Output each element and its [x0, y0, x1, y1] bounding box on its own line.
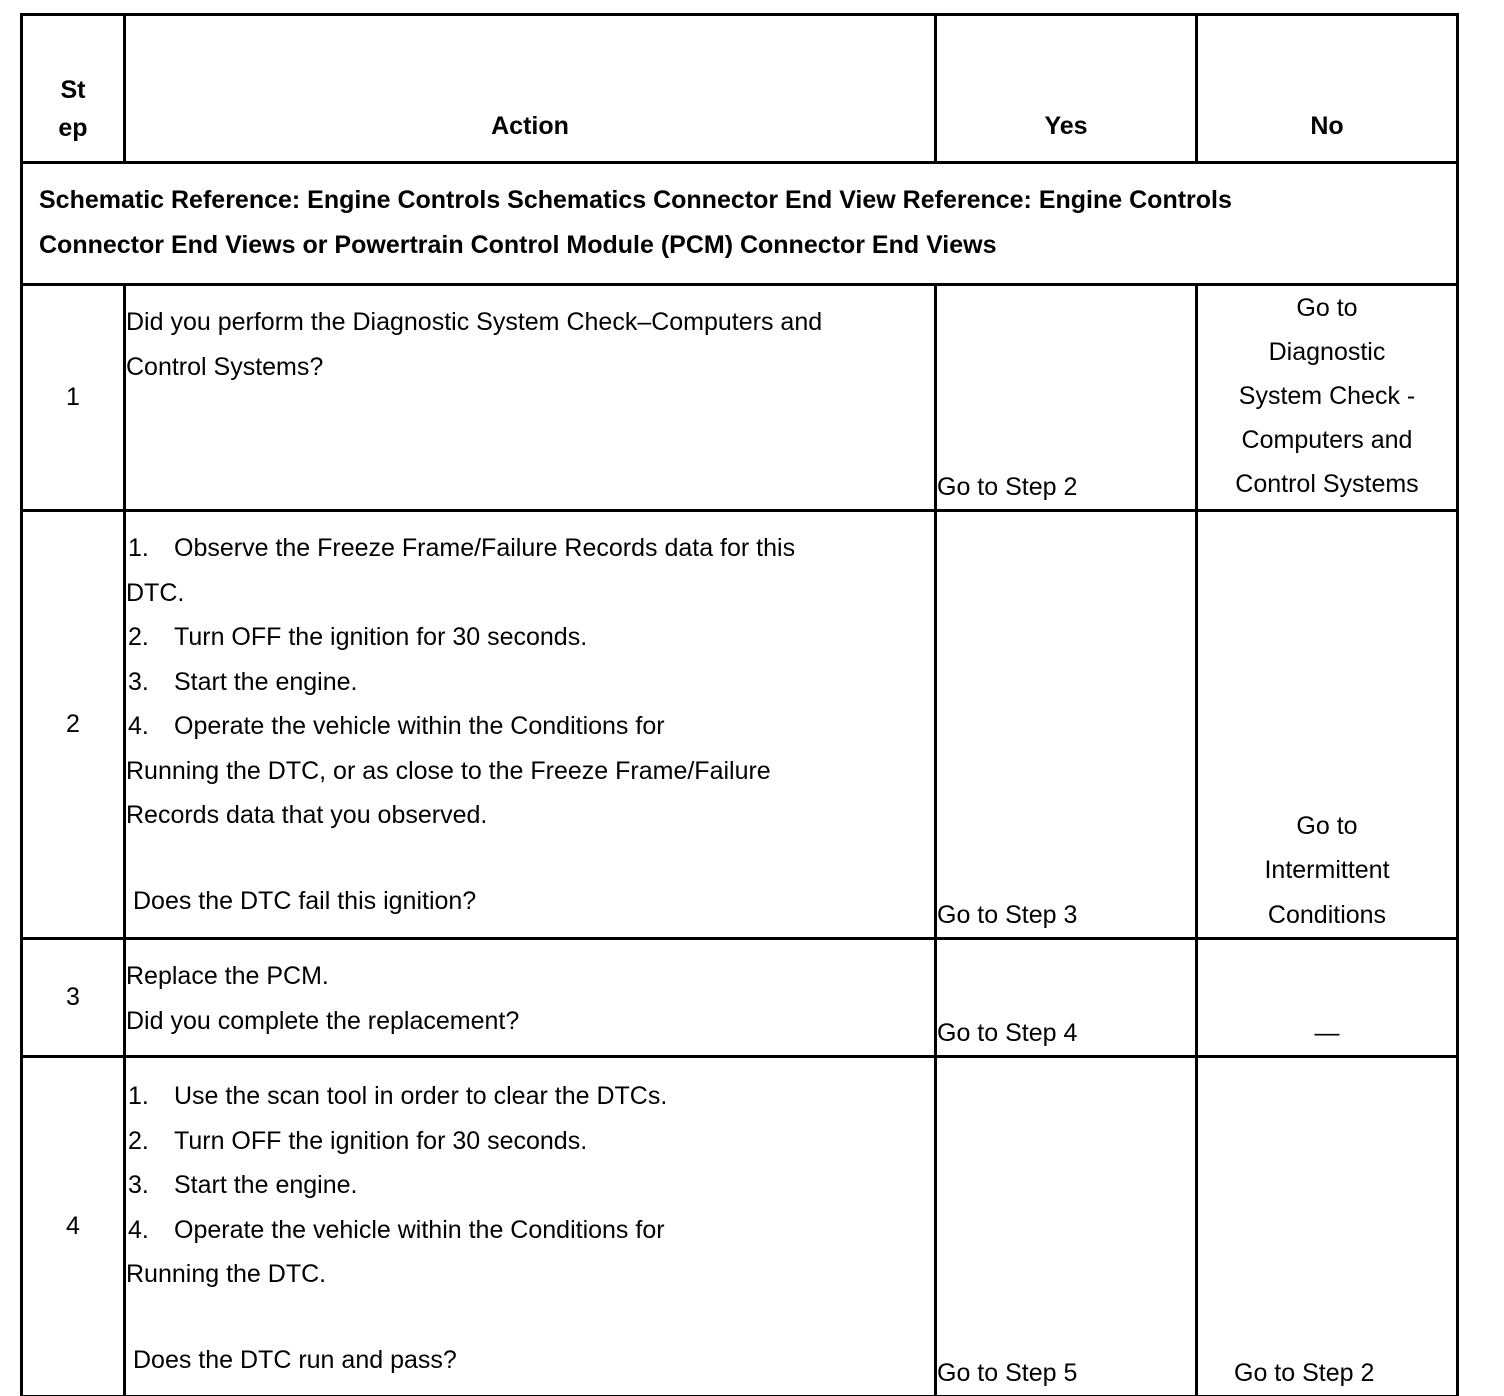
list-item: 1. Use the scan tool in order to clear the DTCs. [128, 1082, 668, 1110]
reference-line-2: Connector End Views or Powertrain Control Module (PCM) Connector End Views [39, 230, 997, 259]
step-number: 2 [22, 511, 125, 939]
no-line: Conditions [1267, 900, 1387, 929]
action-cell [125, 511, 936, 939]
step-number: 4 [22, 1057, 125, 1396]
header-step [22, 15, 125, 163]
question-text: Does the DTC fail this ignition? [133, 886, 477, 915]
action-cell [125, 1057, 936, 1396]
no-cell [1197, 285, 1458, 511]
list-item: 2. Turn OFF the ignition for 30 seconds. [128, 623, 588, 651]
table-row [22, 939, 1458, 1057]
yes-cell: Go to Step 2 [936, 285, 1197, 511]
reference-cell [22, 163, 1458, 285]
no-line: Control Systems [1235, 470, 1419, 498]
header-action: Action [125, 15, 936, 163]
no-line: System Check - [1238, 382, 1416, 410]
no-line: Intermittent [1264, 856, 1390, 884]
question-text: Does the DTC run and pass? [133, 1345, 457, 1374]
table-row [22, 285, 1458, 511]
no-cell: — [1197, 939, 1458, 1057]
yes-cell: Go to Step 5 [936, 1057, 1197, 1396]
list-item: Records data that you observed. [126, 801, 488, 829]
list-item: 2. Turn OFF the ignition for 30 seconds. [128, 1126, 588, 1155]
table-row [22, 1057, 1458, 1396]
diagnostic-table [20, 13, 1459, 1396]
action-cell [125, 285, 936, 511]
action-line: Replace the PCM. [126, 962, 329, 990]
no-cell: Go to Step 2 [1197, 1057, 1458, 1396]
step-number: 3 [22, 939, 125, 1057]
list-item: Running the DTC. [126, 1260, 327, 1288]
no-line: Computers and [1241, 426, 1413, 454]
header-step-line1: St [60, 76, 86, 104]
no-line: Diagnostic [1268, 338, 1386, 366]
list-item: 4. Operate the vehicle within the Conditions for [128, 1215, 665, 1244]
step-number: 1 [22, 285, 125, 511]
reference-line-1: Schematic Reference: Engine Controls Schematics Connector End View Reference: Engine Controls [39, 186, 1232, 214]
header-no: No [1197, 15, 1458, 163]
action-line: Did you perform the Diagnostic System Check–Computers and [126, 308, 823, 336]
no-cell [1197, 511, 1458, 939]
header-step-line2: ep [58, 114, 88, 142]
no-line: Go to [1296, 294, 1358, 322]
table-header-row [22, 15, 1458, 163]
yes-cell: Go to Step 4 [936, 939, 1197, 1057]
no-line: Go to [1296, 811, 1358, 840]
action-cell [125, 939, 936, 1057]
action-line: Did you complete the replacement? [126, 1006, 520, 1035]
table-row [22, 511, 1458, 939]
list-item: DTC. [126, 578, 185, 607]
list-item: 3. Start the engine. [128, 667, 358, 696]
reference-row [22, 163, 1458, 285]
action-line: Control Systems? [126, 352, 324, 381]
list-item: 1. Observe the Freeze Frame/Failure Records data for this [128, 534, 796, 562]
yes-cell: Go to Step 3 [936, 511, 1197, 939]
list-item: 3. Start the engine. [128, 1171, 358, 1199]
list-item: 4. Operate the vehicle within the Conditions for [128, 712, 665, 740]
header-yes: Yes [936, 15, 1197, 163]
list-item: Running the DTC, or as close to the Freeze Frame/Failure [126, 756, 771, 785]
